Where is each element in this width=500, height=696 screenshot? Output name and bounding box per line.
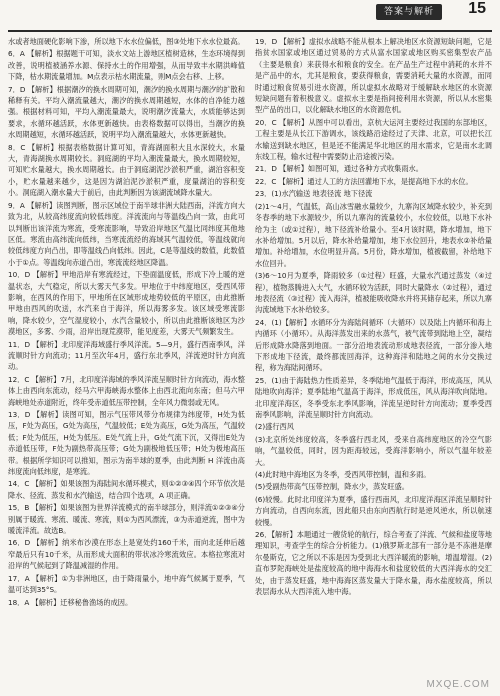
answer-paragraph: 16．D 【解析】纳米布沙漠在形态上是宽处约160千米，而向北延伸后越窄最后只有10千米，从而形成大面积的带状冰冷寒流效应。本格拉寒流对沿岸的气候起到了降温减湿的作用。 [8, 538, 245, 571]
answer-paragraph: 12．C 【解析】7月，北印度洋海域的季风洋流呈顺时针方向流动，海水整体上由西向东流动，经马六甲海峡海水整体上由西北流向东南；但马六甲海峡地处赤道附近，终年受赤道低压带控制，全年风力微弱或无风。 [8, 374, 245, 407]
answer-paragraph: (3)6～10月为夏季，降雨较多（①过程）旺盛，大量水汽通过蒸发（④过程），植物蒸腾进入大气，水循环较为活跃，同时大量降水（②过程），通过地表径流（③过程）流入海洋，植被能吸收降水并将其储存起来，所以九寨沟流域地下水补给较多。 [255, 271, 492, 315]
answer-paragraph: (2)盛行西风 [255, 422, 294, 432]
watermark: MXQE.COM [426, 679, 490, 690]
answer-paragraph: 19．D 【解析】虚拟水战略不能从根本上解决地区水资源短缺问题，它是指贫水国家或地区通过贸易的方式从富水国家或地区购买密集型农产品（主要是粮食）来获得水和粮食的安全。在产品生产过程中消耗的水并不是产品中的水，尤其是粮食，要获得粮食，需要消耗大量的水资源，而同时通过粮食贸易引进水资源，所以虚拟水战略对于缓解缺水地区的水资源短缺问题有着积极意义。虚拟水主要是指间接利用水资源，所以从水密集型产品的出口，以化解缺水地区的水资源危机。 [255, 37, 492, 115]
answer-paragraph: 10．D 【解析】甲地沿岸有寒流经过，下垫面温度低，形成下冷上暖的逆温状态，大气稳定，所以大雾天气多发。甲地位于中纬度地区，受西风带影响，在西风的作用下，甲地所在区域形成地势较低的平原区，由此推断甲地由西风的吹送，水汽来自于海洋，所以海雾多发。该区域受寒流影响，降水较少，空气湿度较小，水汽含量较小，所以由此推断该地区为沙漠地区，多雾、少雨，沿岸出现荒漠带，能见度差，大雾天气频繁发生。 [8, 270, 245, 337]
answer-paragraph: 6．A 【解析】根据题干可知，淡水文站上游地区植树造林，生态环境得到改善，说明植被涵养水源、保持水土的作用增强，从而导致丰水期洪峰值下降，枯水期流量增加。M点表示枯水期流量，则M点会右移、上移。 [8, 49, 245, 82]
answer-paragraph: 水或者地面硬化影响下渗，所以地下水水位偏低，图③处地下水水位最高。 [8, 37, 245, 46]
answer-paragraph: 14．C 【解析】如果该图为海陆间水循环模式，则①②③④四个环节依次是降水、径流、蒸发和水汽输送，结合四个选项，A 项正确。 [8, 479, 245, 500]
answer-paragraph: 15．B 【解析】如果该图为世界洋流模式的南半球部分，则洋流①②③④分别属于暖流、寒流、暖流、寒流，则①为西风漂流，③为赤道逆流，图中为暖流洋流。故选B。 [8, 503, 245, 536]
answer-paragraph: (2)1～4月，气温低，高山冰雪融水量较少，九寨沟区域降水较少，补充到冬春季的地下水源较少，所以九寨沟的流量较小，水位较低，以地下水补给为主（或①过程），地下径流补给量小。至4月该时期，降水增加，地下水补给增加。5月以后，降水补给量增加，地下水位回升，地表水②补给量增加。补给增加，水位明显升高。5月份，降水增加，植被截留，补给地下水位回升。 [255, 201, 492, 268]
answer-paragraph: 7．D 【解析】根据潮汐的换水周期可知，潮汐的换水周期与潮汐的扩散和稀释有关。平均入潮流量越大，潮汐的换水周期越短，水体的自净能力越强。根据材料可知，平均入潮流量最大，说明潮汐流量大，水质能够达到要求，水循环越活跃，水体更新越快。由表格数据可以得出，当潮汐的换水周期越短，水循环越活跃，说明平均入潮流量越大，水体更新越快。 [8, 84, 245, 140]
answer-paragraph: 25．(1)由于海陆热力性质差异，冬季陆地气温低于海洋，形成高压，风从陆地吹向海洋；夏季陆地气温高于海洋，形成低压，风从海洋吹向陆地。北印度洋海区，冬季受东北季风影响，洋流呈逆时针方向流动；夏季受西南季风影响，洋流呈顺时针方向流动。 [255, 375, 492, 419]
answer-paragraph: 23．(1)水汽输送 地表径流 地下径流 [255, 189, 373, 199]
answer-paragraph: (3)北京所处纬度较高，冬季盛行西北风，受来自高纬度地区的冷空气影响，气温较低，同时，因为距海较远，受海洋影响小，所以气温年较差大。 [255, 434, 492, 467]
left-column [8, 36, 245, 686]
answer-paragraph: 9．A 【解析】读图判断，图示区域位于南半球非洲大陆西南，洋流方向大致为北，从较高纬度流向较低纬度。洋流流向与等温线凸向一致，由此可以判断出该洋流为寒流，受寒流影响，导致沿岸地区气温比同纬度其他地区低。寒流由高纬流向低纬，当寒流流经的海域其气温较低，等温线就向较低纬度方向凸出，即等温线凸向低纬。因此，C是等温线的数值，此数值小于①点。等温线向赤道凸出，寒流流经地区降温。 [8, 200, 245, 267]
content-columns [8, 36, 492, 686]
section-badge: 答案与解析 [376, 4, 442, 20]
answer-paragraph: (5)受副热带高气压带控制，降水少，蒸发旺盛。 [255, 482, 409, 492]
page-number: 15 [468, 0, 486, 17]
answer-paragraph: (6)较慢。此时北印度洋为夏季，盛行西南风，北印度洋海区洋流呈顺时针方向流动，自西向东流，因此船只由东向西航行时是逆风逆水，所以航速较慢。 [255, 494, 492, 527]
answer-paragraph: 20．C 【解析】从图中可以看出，京杭大运河主要经过我国的东部地区，工程主要是从长江下游调水，该线路沿途经过了天津、北京，可以把长江水输送到缺水地区，但是还不能满足华北地区的用水需求，它是南水北调东线工程，输水过程中需要防止沿途被污染。 [255, 117, 492, 162]
header-rule [8, 30, 492, 32]
answer-paragraph: 26．【解析】本题通过一艘货轮的航行，综合考查了洋流、气候和盐度等地理知识，考查学生的综合分析能力。(1)俄罗斯北部有一部分是不冻港是摩尔曼斯克，它之所以不冻是因为受到北大西洋暖流的影响，增温增湿。(2)直布罗陀海峡处是盐度较高的地中海海水和盐度较低的大西洋海水的交汇处，由于蒸发旺盛，地中海海区蒸发量大于降水量，海水盐度较高，所以表层海水从大西洋流入地中海。 [255, 530, 492, 597]
answer-paragraph: 22．C 【解析】通过人工的方法回灌地下水，是提高地下水的水位。 [255, 176, 473, 186]
answer-paragraph: 18．A 【解析】迁移秘鲁渔场的成因。 [8, 597, 133, 607]
answer-paragraph: 11．D 【解析】北印度洋海域盛行季风洋流。5—9月，盛行西南季风，洋流顺时针方向流动；11月至次年4月，盛行东北季风，洋流逆时针方向流动。 [8, 339, 245, 372]
answer-paragraph: (4)此时地中海地区为冬季，受西风带控制，温和多雨。 [255, 470, 431, 480]
answer-paragraph: 17．A 【解析】①为非洲地区，由于降雨量小，地中海气候属于夏季，气温可达到35°S。 [8, 573, 245, 595]
answer-paragraph: 8．C 【解析】根据表格数据计算可知，青海湖面积大且水深较大，水量大，青海湖换水周期较长。洞庭湖的平均入潮流量最大，换水周期较短，可知贮水量越大，换水周期越长。由于洞庭湖泥沙淤积严重，湖泊容积变小，贮水量越来越少，这是因为湖泊泥沙淤积严重，度量湖泊的容积变小。洞庭湖入潮水量大于前后，由此判断因为该湖流域降水量大。 [8, 142, 245, 198]
answer-paragraph: 13．D 【解析】读图可知，图示气压带风带分布规律为纬度带，H处为低压，F处为高压，G处为高压，气温较低；E处为高压，G处为高压，气温较低；F处为低压，H处为低压。E处气流上升，G处气流下沉，又得出E处为赤道低压带，F处为副热带高压带；G处为副极地低压带；H处为极地高压带。根据所学知识可以推知，图示为南半球的夏季，由此判断 H 洋流由高纬度流向低纬度，是寒流。 [8, 410, 245, 477]
answer-paragraph: 21．D 【解析】如图可知，通过各种方式收集雨水。 [255, 164, 423, 174]
answer-paragraph: 24．(1)【解析】水循环分为海陆间循环（大循环）以及陆上内循环和海上内循环（小循环）。从海洋蒸发出来的水蒸气，被气流带到陆地上空，凝结后形成降水降落到地面。一部分沿地表流动形成地表径流，一部分渗入地下形成地下径流，最终都流回海洋，这种海洋和陆地之间的水分交换过程，称为海陆间循环。 [255, 317, 492, 373]
page-header [0, 0, 500, 26]
right-column [255, 36, 492, 686]
